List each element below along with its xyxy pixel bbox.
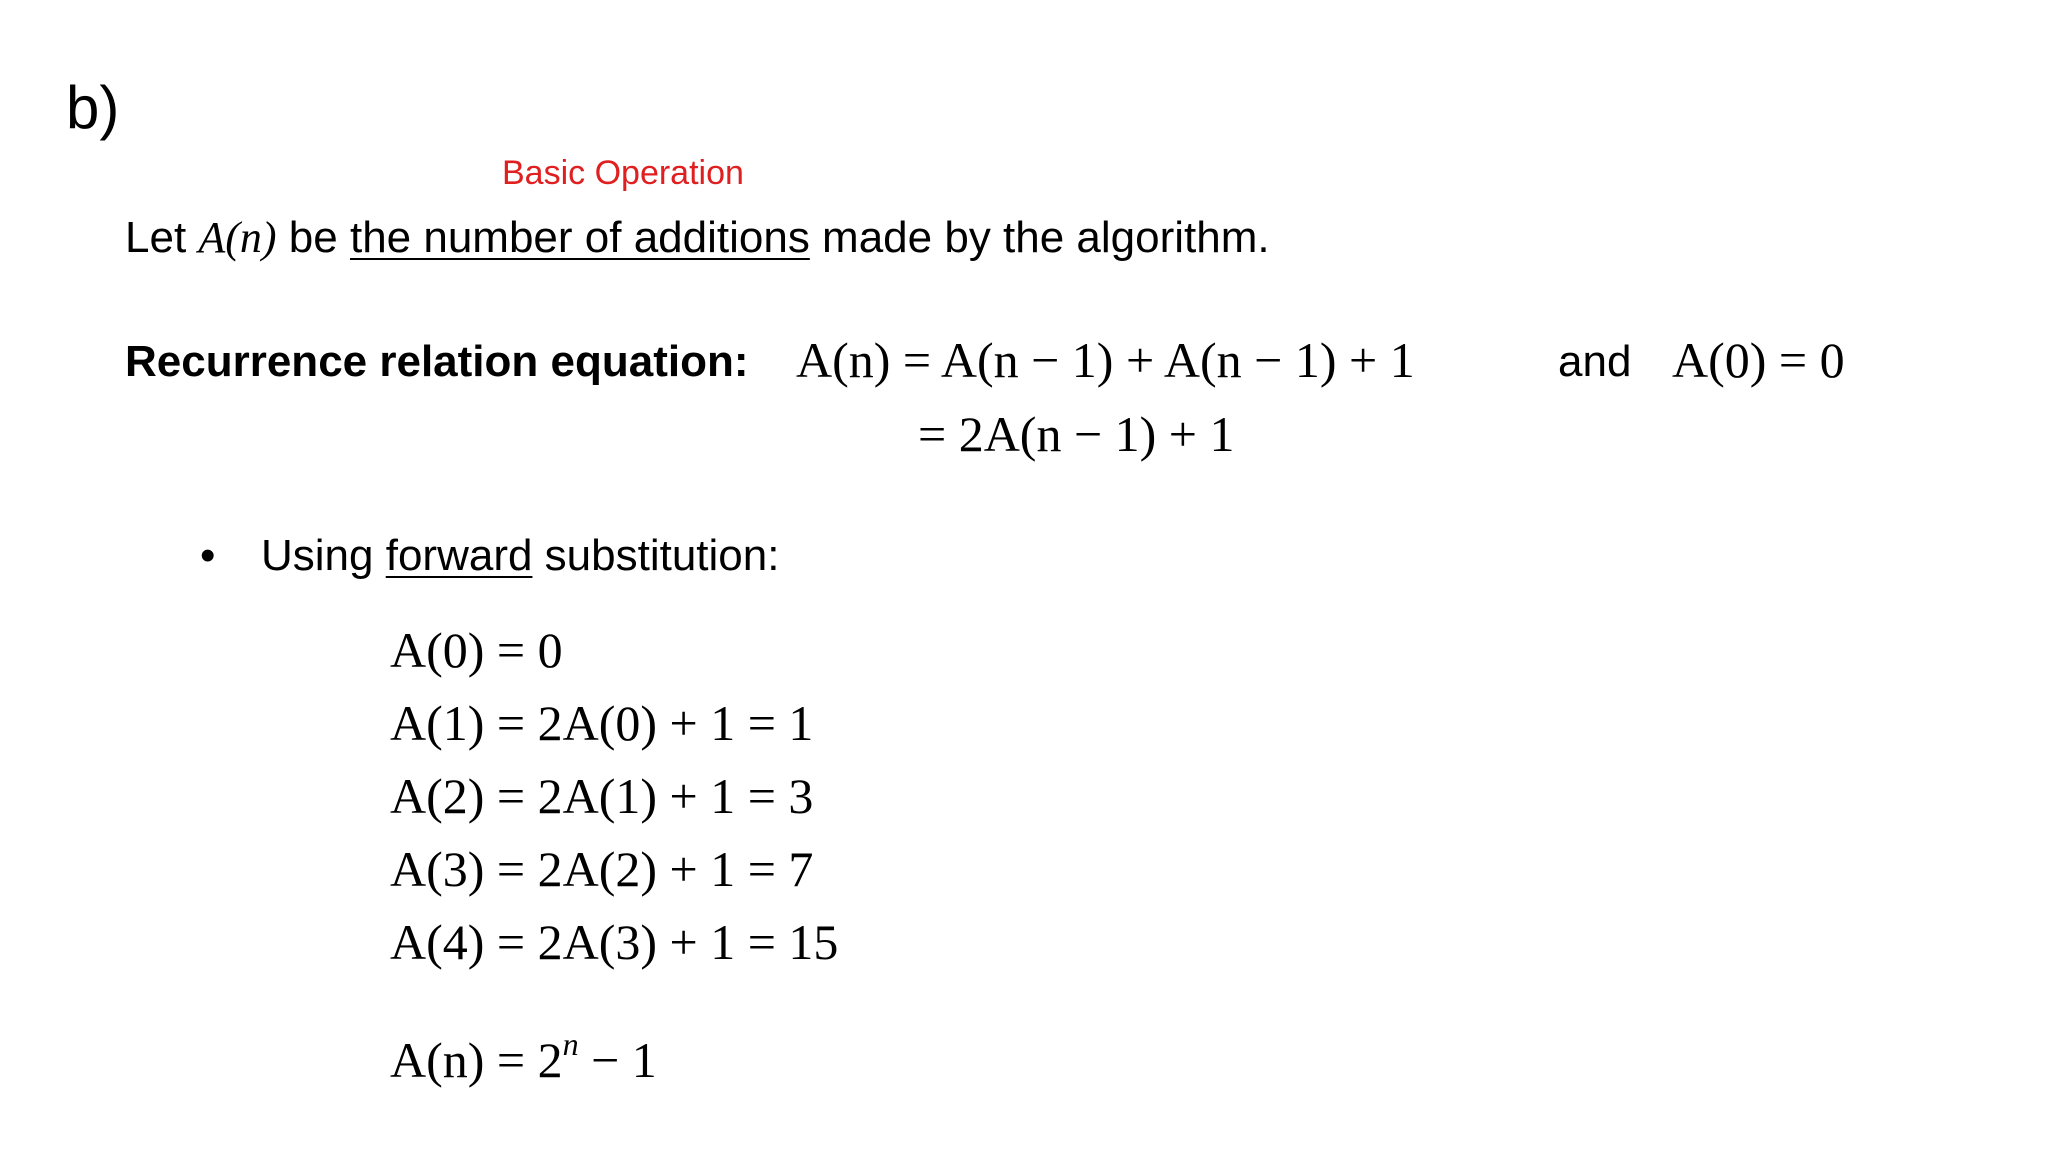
substitution-step: A(4) = 2A(3) + 1 = 15 bbox=[390, 914, 839, 970]
intro-underlined-phrase: the number of additions bbox=[349, 213, 810, 262]
substitution-step: A(3) = 2A(2) + 1 = 7 bbox=[390, 841, 814, 897]
recurrence-label: Recurrence relation equation: bbox=[125, 337, 749, 386]
intro-prefix: Let bbox=[125, 213, 199, 262]
substitution-step: A(1) = 2A(0) + 1 = 1 bbox=[390, 695, 814, 751]
method-prefix: Using bbox=[261, 531, 386, 580]
intro-suffix: made by the algorithm. bbox=[809, 213, 1270, 262]
closed-form-solution bbox=[390, 1026, 657, 1090]
substitution-step: A(2) = 2A(1) + 1 = 3 bbox=[390, 768, 814, 824]
intro-middle: be bbox=[276, 213, 350, 262]
substitution-step: A(0) = 0 bbox=[390, 622, 563, 678]
recurrence-equation: A(n) = A(n − 1) + A(n − 1) + 1 bbox=[796, 332, 1415, 388]
section-label: b) bbox=[66, 74, 120, 141]
closed-form-exponent: n bbox=[562, 1026, 579, 1062]
bullet-marker: • bbox=[200, 531, 216, 580]
closed-form-rhs: − 1 bbox=[578, 1032, 657, 1088]
method-line bbox=[261, 528, 779, 584]
method-suffix: substitution: bbox=[532, 531, 780, 580]
closed-form-lhs: A(n) = 2 bbox=[390, 1032, 563, 1088]
method-underlined-word: forward bbox=[385, 531, 533, 580]
intro-sentence bbox=[125, 210, 1270, 266]
intro-function: A(n) bbox=[198, 213, 277, 262]
recurrence-connector: and bbox=[1558, 337, 1632, 386]
recurrence-simplified: = 2A(n − 1) + 1 bbox=[918, 406, 1235, 462]
basic-operation-annotation: Basic Operation bbox=[502, 154, 744, 192]
recurrence-base-case: A(0) = 0 bbox=[1672, 332, 1845, 388]
